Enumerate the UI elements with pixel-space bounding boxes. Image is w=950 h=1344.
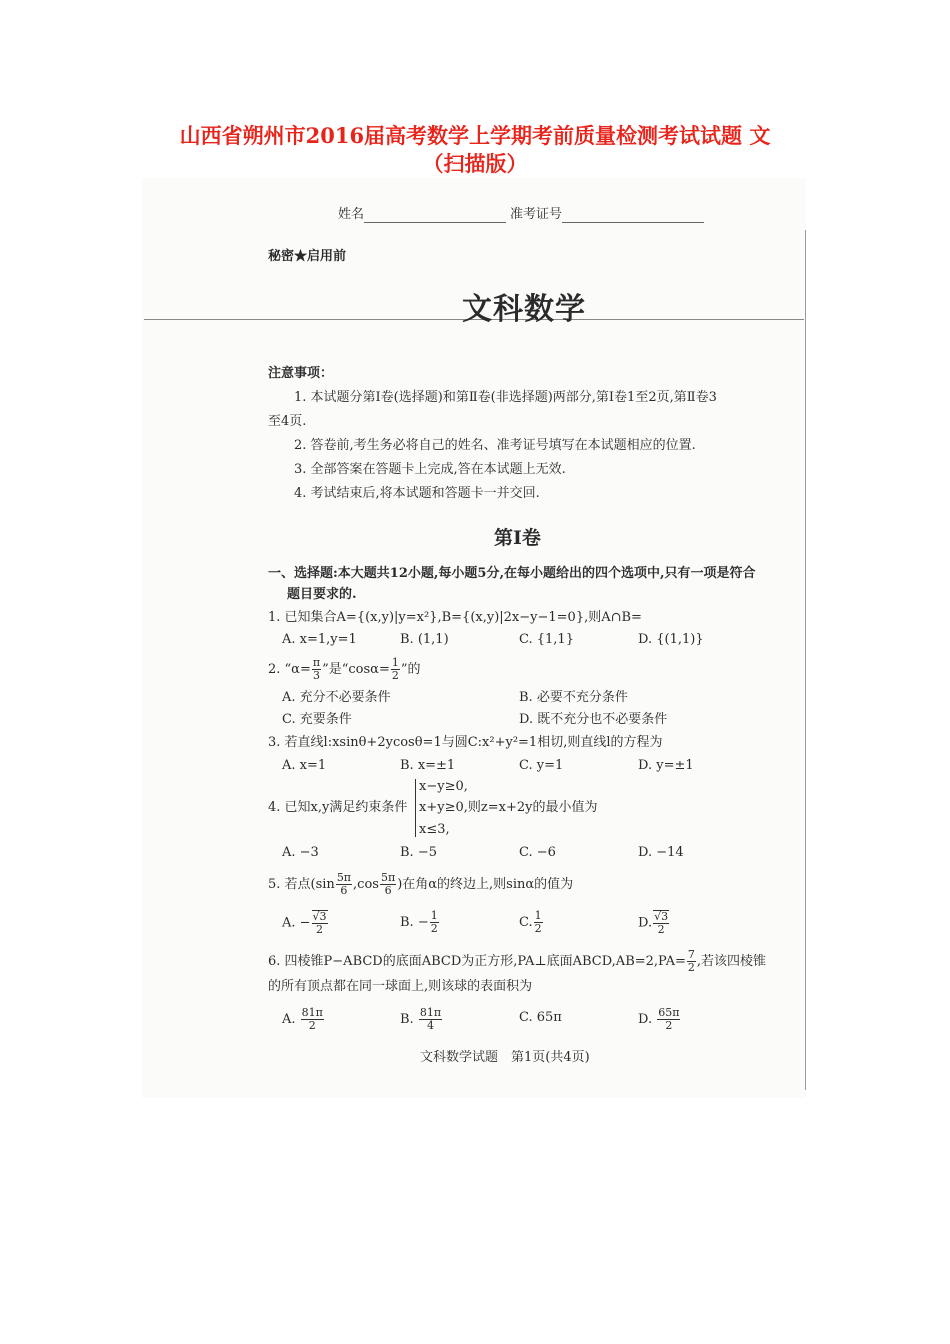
q6-pa-fraction: $\frac{7}{2}$ (687, 948, 695, 974)
q2-prefix: 2. “α= (268, 662, 311, 677)
question-6 (268, 949, 766, 974)
note-3: 3. 全部答案在答题卡上完成,答在本试题上无效. (294, 462, 566, 477)
document-title-line-1: 山西省朔州市2016届高考数学上学期考前质量检测考试试题 文 (179, 123, 771, 148)
q6-suffix: ,若该四棱锥 (696, 954, 767, 969)
part-title: 第Ⅰ卷 (494, 527, 541, 549)
q5-option-b: B. − $\frac{1}{2}$ (400, 909, 438, 935)
question-6-cont: 的所有顶点都在同一球面上,则该球的表面积为 (268, 979, 533, 994)
question-3: 3. 若直线l:xsinθ+2ycosθ=1与圆C:x²+y²=1相切,则直线l的方程为 (268, 735, 663, 750)
q6-prefix: 6. 四棱锥P−ABCD的底面ABCD为正方形,PA⊥底面ABCD,AB=2,PA= (268, 954, 686, 969)
q3-option-d: D. y=±1 (638, 758, 694, 773)
q2-option-d: D. 既不充分也不必要条件 (519, 712, 668, 727)
q5-option-d: D. $\frac{√3}{2}$ (638, 910, 669, 936)
q5-fraction-cos: $\frac{5\pi}{6}$ (380, 871, 396, 897)
note-2: 2. 答卷前,考生务必将自己的姓名、准考证号填写在本试题相应的位置. (294, 438, 696, 453)
secret-label: 秘密★启用前 (268, 249, 347, 264)
q5-prefix: 5. 若点(sin (268, 877, 335, 892)
question-2 (268, 657, 421, 682)
page-footer: 文科数学试题 第1页(共4页) (420, 1050, 590, 1065)
q6-option-b: B. $\frac{81\pi}{4}$ (400, 1006, 442, 1032)
exam-title: 文科数学 (462, 292, 586, 327)
q5-option-a: A. − $\frac{√3}{2}$ (282, 910, 327, 936)
q1-option-d: D. {(1,1)} (638, 632, 704, 647)
section-instruction-cont: 题目要求的. (287, 587, 357, 602)
constraint-brace (415, 779, 416, 837)
q1-option-a: A. x=1,y=1 (282, 632, 357, 647)
question-5 (268, 872, 573, 897)
name-blank (364, 209, 506, 223)
q3-option-c: C. y=1 (519, 758, 564, 773)
q2-middle: ”是“cosα= (322, 662, 390, 677)
notes-heading: 注意事项： (268, 366, 334, 381)
q5-fraction-sin: $\frac{5\pi}{6}$ (336, 871, 352, 897)
q4-constraint-3: x≤3, (419, 822, 450, 837)
q2-option-a: A. 充分不必要条件 (282, 690, 391, 705)
name-label: 姓名 (338, 207, 365, 222)
q5-option-c: C. $\frac{1}{2}$ (519, 909, 542, 935)
q2-fraction-1: $\frac{\pi}{3}$ (312, 656, 321, 682)
name-field (338, 207, 506, 223)
q6-option-a: A. $\frac{81\pi}{2}$ (282, 1006, 323, 1032)
q6-option-c: C. 65π (519, 1010, 562, 1025)
q4-constraint-2: x+y≥0,则z=x+2y的最小值为 (419, 800, 598, 815)
q3-option-b: B. x=±1 (400, 758, 456, 773)
question-1: 1. 已知集合A={(x,y)|y=x²},B={(x,y)|2x−y−1=0},则A∩B= (268, 610, 642, 625)
q4-option-a: A. −3 (282, 845, 319, 860)
id-field (510, 207, 704, 223)
id-blank (562, 209, 704, 223)
document-title-line-2: （扫描版） (422, 151, 528, 176)
q1-option-c: C. {1,1} (519, 632, 574, 647)
q2-option-b: B. 必要不充分条件 (519, 690, 628, 705)
note-1: 1. 本试题分第Ⅰ卷(选择题)和第Ⅱ卷(非选择题)两部分,第Ⅰ卷1至2页,第Ⅱ卷3 (294, 390, 717, 405)
q4-option-d: D. −14 (638, 845, 684, 860)
q4-constraint-1: x−y≥0, (419, 779, 468, 794)
scan-edge-line (805, 230, 806, 1090)
note-1-cont: 至4页. (268, 414, 307, 429)
question-4: 4. 已知x,y满足约束条件 (268, 800, 408, 815)
q2-option-c: C. 充要条件 (282, 712, 352, 727)
q5-suffix: )在角α的终边上,则sinα的值为 (397, 877, 574, 892)
q4-option-c: C. −6 (519, 845, 556, 860)
q3-option-a: A. x=1 (282, 758, 327, 773)
q4-option-b: B. −5 (400, 845, 437, 860)
q1-option-b: B. (1,1) (400, 632, 449, 647)
section-instruction: 一、选择题:本大题共12小题,每小题5分,在每小题给出的四个选项中,只有一项是符合 (268, 566, 756, 581)
q2-suffix: ”的 (400, 662, 421, 677)
q5-middle: ,cos (353, 877, 379, 892)
id-label: 准考证号 (510, 207, 563, 222)
note-4: 4. 考试结束后,将本试题和答题卡一并交回. (294, 486, 540, 501)
q2-fraction-2: $\frac{1}{2}$ (391, 656, 399, 682)
q6-option-d: D. $\frac{65\pi}{2}$ (638, 1006, 680, 1032)
